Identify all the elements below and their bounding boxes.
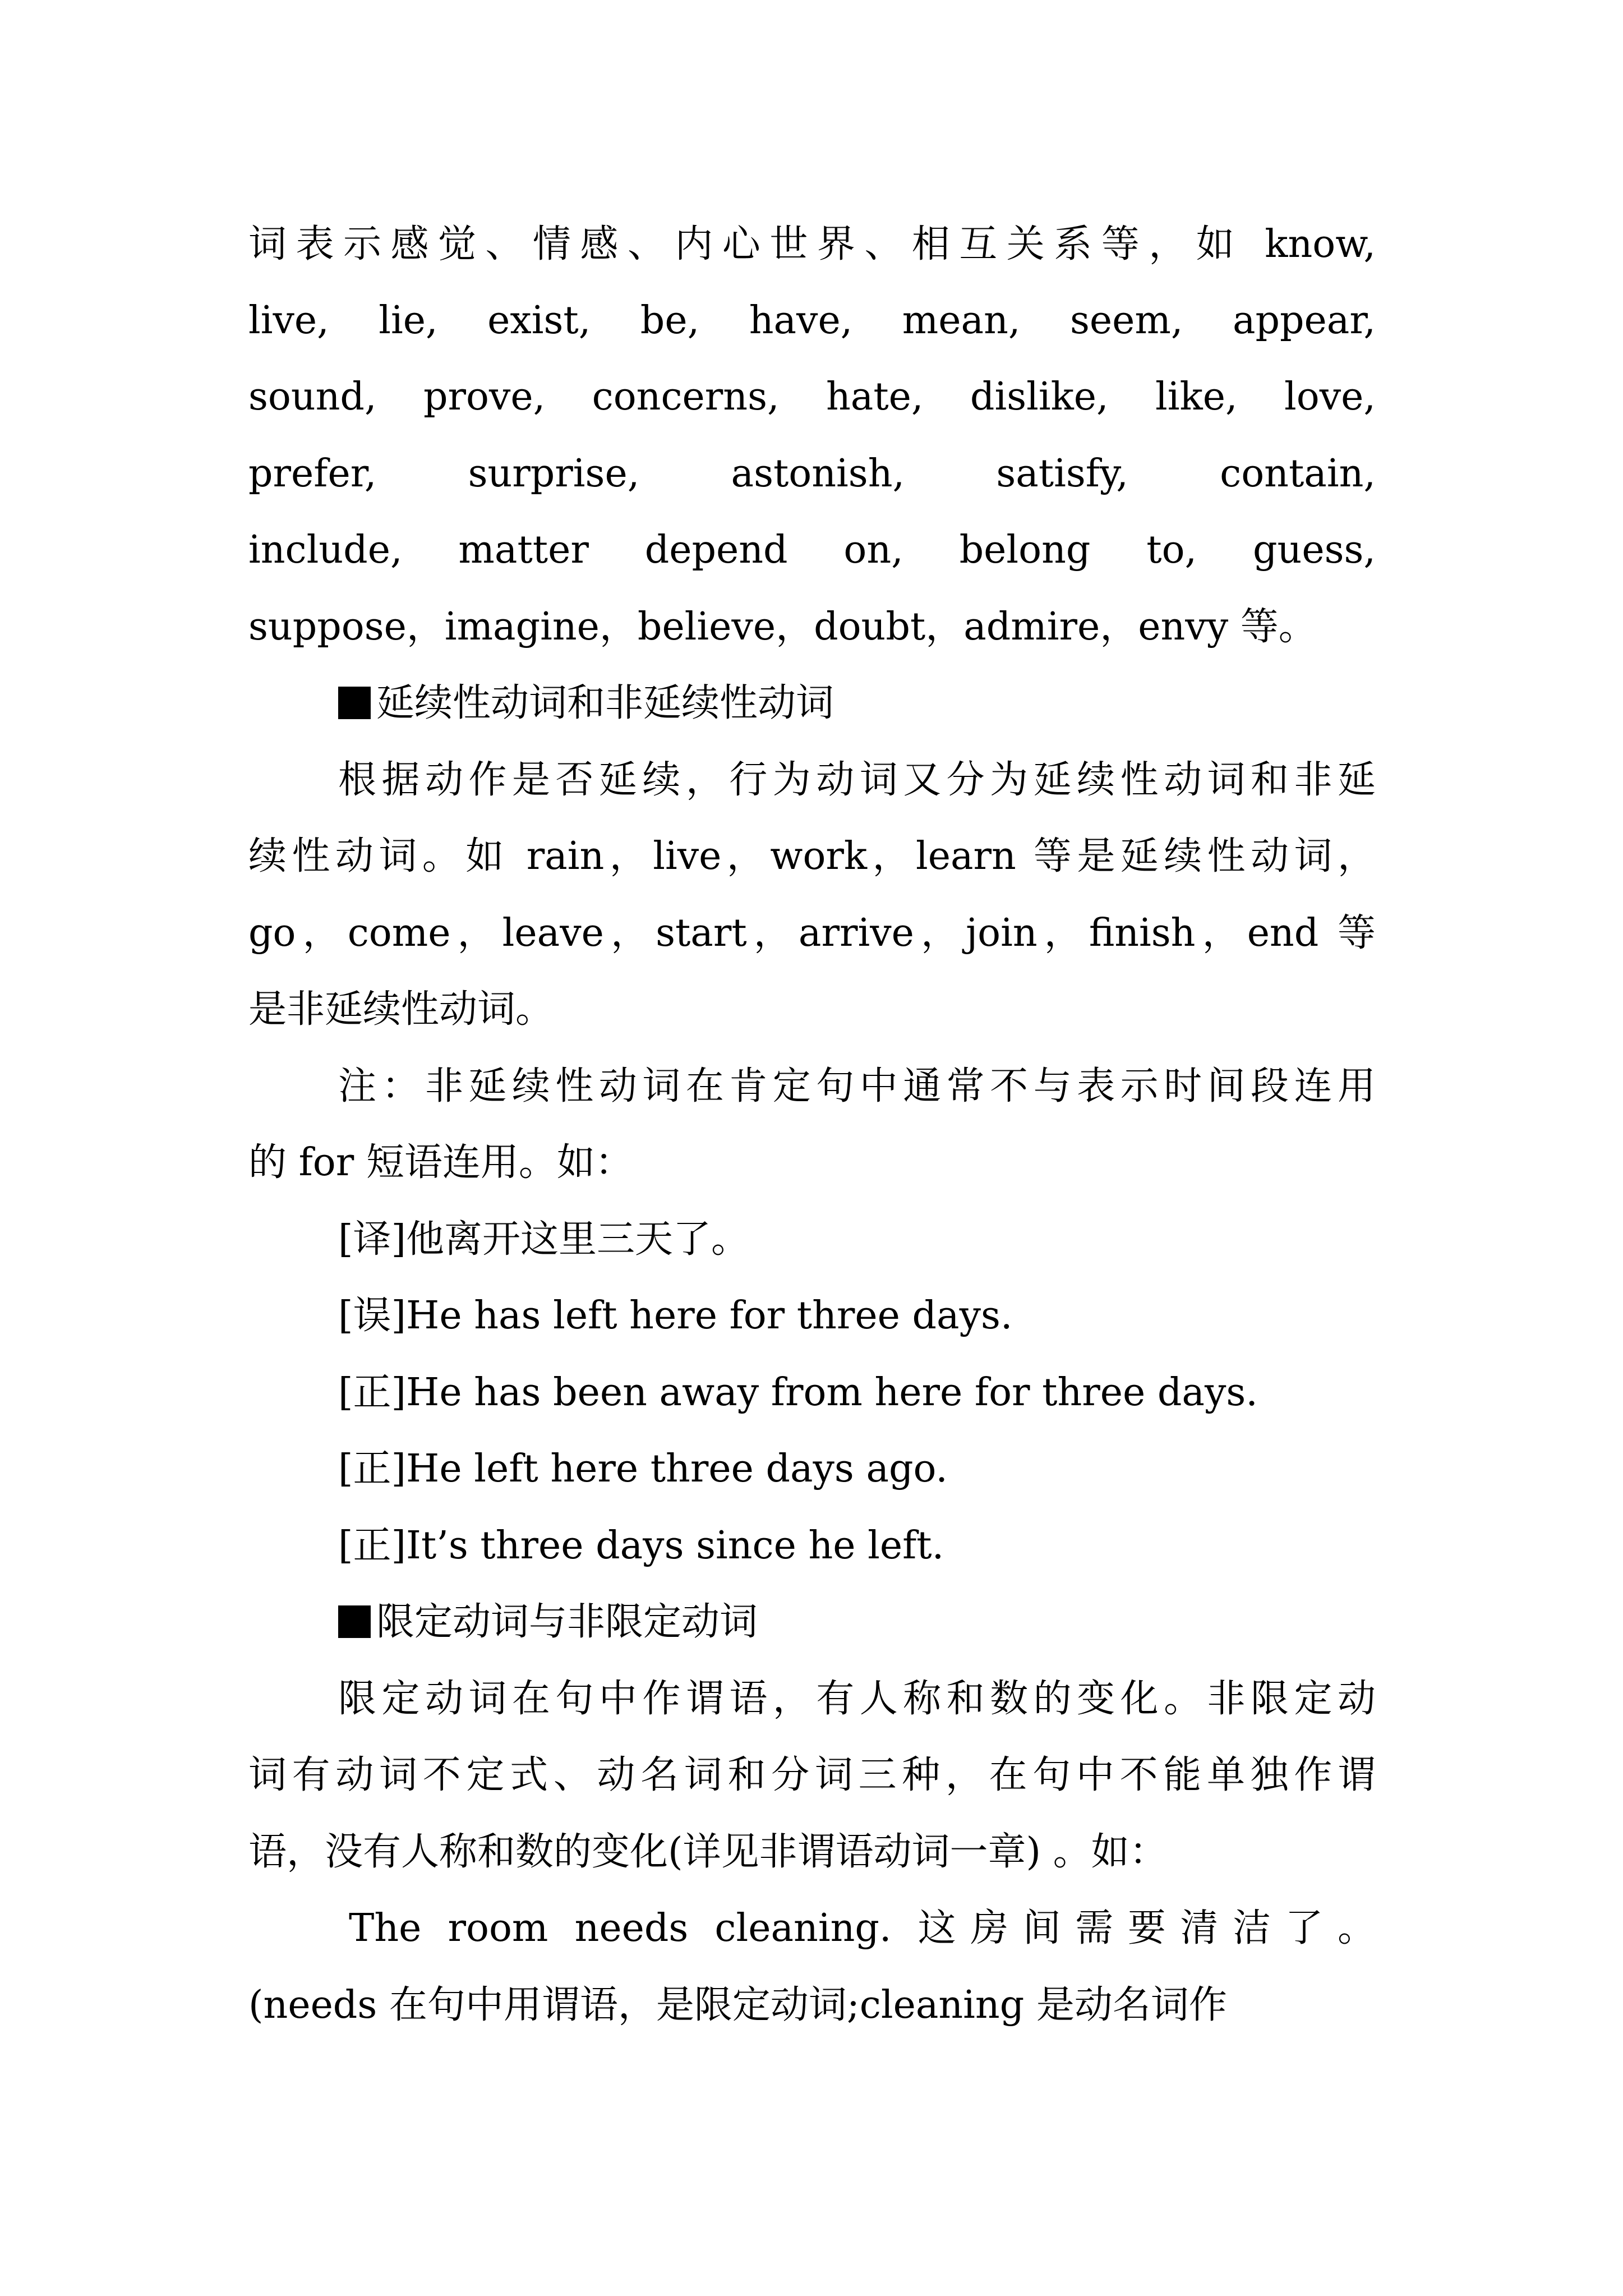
example-line: [正]He has been away from here for three days. [338, 1370, 1258, 1415]
text-line: include, matter depend on, belong to, guess, [248, 528, 1376, 572]
black-square-bullet-icon [338, 1605, 371, 1638]
section-heading-finite [338, 1591, 1376, 1653]
paragraph-line: go，come，leave，start，arrive，join，finish，end 等 [248, 911, 1376, 955]
paragraph-line: 语，没有人称和数的变化(详见非谓语动词一章) 。如： [248, 1830, 1168, 1874]
text-line: suppose，imagine，believe，doubt，admire，envy 等。 [248, 605, 1317, 649]
example-line: [误]He has left here for three days. [338, 1294, 1013, 1338]
text-line: 词表示感觉、情感、内心世界、相互关系等，如 know, [248, 222, 1376, 266]
paragraph-line: 续性动词。如 rain，live，work，learn 等是延续性动词， [248, 834, 1376, 878]
paragraph-line: 限定动词在句中作谓语，有人称和数的变化。非限定动 [338, 1677, 1376, 1721]
paragraph-line: 词有动词不定式、动名词和分词三种，在句中不能单独作谓 [248, 1753, 1376, 1797]
example-line: The room needs cleaning. 这房间需要清洁了。 [349, 1906, 1376, 1950]
text-line: sound, prove, concerns, hate, dislike, like, love, [248, 375, 1376, 419]
example-line: [译]他离开这里三天了。 [338, 1217, 750, 1262]
note-line: 的 for 短语连用。如： [248, 1140, 633, 1185]
paragraph-line: 是非延续性动词。 [248, 987, 554, 1032]
note-line: 注：非延续性动词在肯定句中通常不与表示时间段连用 [338, 1064, 1376, 1108]
paragraph-line: 根据动作是否延续，行为动词又分为延续性动词和非延 [338, 758, 1376, 802]
text-line: live, lie, exist, be, have, mean, seem, appear, [248, 298, 1376, 343]
section-heading-continuous [338, 673, 1376, 734]
black-square-bullet-icon [338, 687, 371, 719]
example-line: [正]He left here three days ago. [338, 1447, 948, 1491]
heading-text: 限定动词与非限定动词 [376, 1600, 758, 1644]
example-line: (needs 在句中用谓语，是限定动词;cleaning 是动名词作 [248, 1983, 1227, 2027]
text-line: prefer, surprise, astonish, satisfy, contain, [248, 452, 1376, 496]
heading-text: 延续性动词和非延续性动词 [376, 681, 834, 725]
example-line: [正]It’s three days since he left. [338, 1524, 944, 1568]
